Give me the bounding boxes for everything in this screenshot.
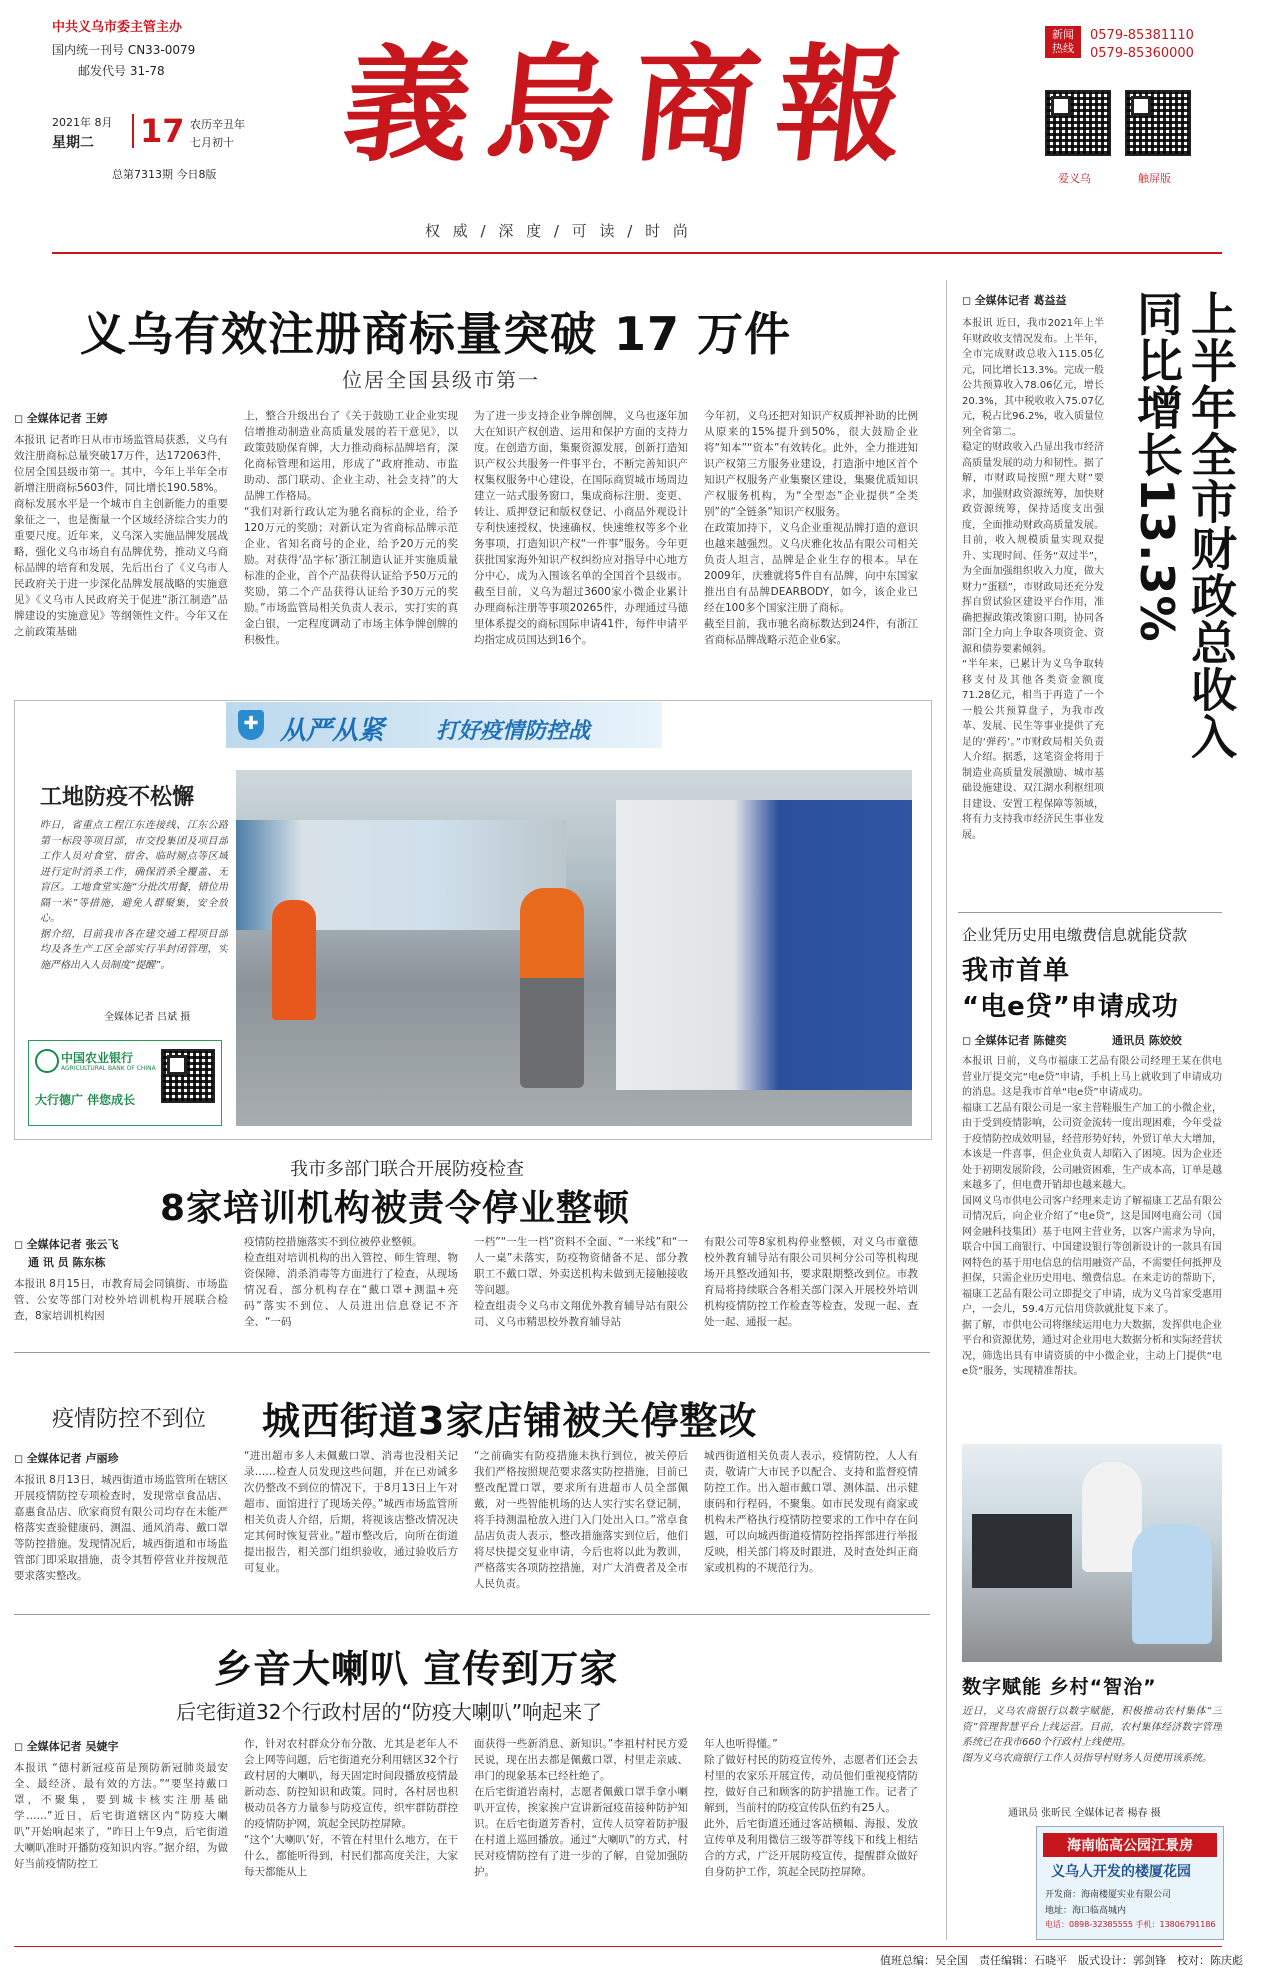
lead-byline: ◻ 全媒体记者 王婷 bbox=[14, 410, 107, 426]
estate-ad[interactable] bbox=[1036, 1826, 1224, 1940]
loan-byline-2: 通讯员 陈姣姣 bbox=[1112, 1034, 1182, 1047]
banner-title: 从严从紧 bbox=[280, 716, 385, 746]
slogan: 权 威 / 深 度 / 可 读 / 时 尚 bbox=[425, 222, 692, 240]
lead-col-2: 上，整合升级出台了《关于鼓励工业企业实现信增推动制造业高质量发展的若干意见》，以政策鼓励保育牌，大力推动商标品牌培育，深化商标管理和运用，形成了“政府推动、市监助动、部门联动、企业主动、社会支持”的大品牌工作格局。 “我们对新行政认定为驰名商标的企业，给予120万元的奖励；对新认定为省商标品牌示范企业、省知名商号的企业，给予20万元的奖励。对获得‘品字标’浙江制造认证并实施质量标准的企业，首个产品获得认证给予50万元的奖励，第二个产品获得认证给予30万元的奖励。”市场监管局相关负责人表示，实打实的真金白银，一定程度调动了市场主体争牌创牌的积极性。 bbox=[244, 410, 458, 646]
hotline-label: 新闻 热线 bbox=[1045, 26, 1081, 58]
photo-worker-1 bbox=[272, 900, 316, 1020]
lunar-day: 七月初十 bbox=[190, 136, 234, 149]
issn: 国内统一刊号 CN33-0079 bbox=[52, 43, 196, 57]
lead-subhead: 位居全国县级市第一 bbox=[342, 368, 540, 392]
loan-kicker: 企业凭历史用电缴费信息就能贷款 bbox=[962, 926, 1188, 944]
loan-headline-1: 我市首单 bbox=[962, 956, 1071, 986]
masthead-left bbox=[52, 16, 272, 79]
digital-credit: 通讯员 张昕民 全媒体记者 楊春 摄 bbox=[1008, 1808, 1161, 1819]
weekday: 星期二 bbox=[52, 135, 94, 151]
divider-right-1 bbox=[958, 912, 1222, 913]
shops-byline: ◻ 全媒体记者 卢丽珍 bbox=[14, 1450, 118, 1466]
construction-body: 昨日，省重点工程江东连接线、江东公路第一标段等项目部，市交投集团及项目部工作人员对食堂、宿舍、临时厕点等区域进行定时消杀工作，确保消杀全覆盖、无盲区。工地食堂实施“分批次用餐，错位用隔一米”等措施，避免人群聚集，安全放心。 据介绍，目前我市各在建交通工程项目部均及各生产工区全部实行半封闭管理，实施严格出入人员制度“提醒”。 bbox=[40, 820, 228, 971]
shops-kicker: 疫情防控不到位 bbox=[52, 1407, 207, 1432]
loan-headline-2: “电e贷”申请成功 bbox=[962, 992, 1179, 1022]
bank-qr-code[interactable] bbox=[161, 1049, 215, 1103]
phone-2: 0579-85360000 bbox=[1090, 46, 1194, 61]
footer-rule bbox=[14, 1946, 1222, 1947]
training-kicker: 我市多部门联合开展防疫检查 bbox=[290, 1159, 524, 1180]
qr-label-mobile: 触屏版 bbox=[1138, 172, 1171, 185]
training-col-2: 疫情防控措施落实不到位被停业整顿。 检查组对培训机构的出入管控、师生管理、物资保障、消杀消毒等方面进行了检查，从现场情况看，部分机构存在“戴口罩+测温+亮码”落实不到位、人员进出信息登记不齐全、“一码 bbox=[244, 1236, 458, 1328]
loudspeaker-headline: 乡音大喇叭 宣传到万家 bbox=[214, 1647, 619, 1691]
photo-worker-2 bbox=[520, 888, 584, 1088]
epidemic-banner bbox=[226, 702, 662, 748]
digital-headline: 数字赋能 乡村“智治” bbox=[962, 1676, 1157, 1698]
digital-body: 近日，义乌农商银行以数字赋能，积极推动农村集体“三资”管理智慧平台上线运营。目前，农村集体经济数字管理系统已在我市660个行政村上线使用。 图为义乌农商银行工作人员指导村财务人员使用该系统。 bbox=[962, 1706, 1222, 1764]
loudspeaker-col-3: 面获得一些新消息、新知识。”李祖村村民方爱民说，现在出去都是佩戴口罩，村里走亲戚、串门的现象基本已经杜绝了。 在后宅街道岩南村，志愿者佩戴口罩手拿小喇叭开宣传，挨家挨户宣讲新冠疫苗接种防护知识。在后宅街道芳香村，宣传人员穿着防护服在村道上巡回播放。通过“大喇叭”的方式，村民对疫情防控有了进一步的了解，自觉加强防护。 bbox=[474, 1738, 688, 1878]
training-byline-2: 通 讯 员 陈东栋 bbox=[28, 1256, 106, 1269]
training-headline: 8家培训机构被责令停业整顿 bbox=[160, 1188, 631, 1229]
loudspeaker-byline: ◻ 全媒体记者 吴婕宇 bbox=[14, 1738, 118, 1754]
divider-2 bbox=[14, 1614, 930, 1615]
finance-byline: ◻ 全媒体记者 葛益益 bbox=[962, 292, 1066, 308]
date-block bbox=[52, 114, 312, 154]
loan-body: 本报讯 日前，义乌市福康工艺品有限公司经理王某在供电营业厅提交完“电e贷”申请，手机上马上就收到了申请成功的消息。这是我市首单“电e贷”申请成功。 福康工艺品有限公司是一家主营鞋服生产加工的小微企业，由于受到疫情影响，公司资金流转一度出现困难，今年受益于疫情防控成效明显，经营形势好转，外贸订单大大增加，本该是一件喜事，但企业负责人却陷入了困境。因为企业还处于初期发展阶段，公司融资困难，生产成本高，订单是越来越多了，但电费开销却也越来越大。 国网义乌市供电公司客户经理来走访了解福康工艺品有限公司情况后，向企业介绍了“电e贷”，这是国网电商公司（国网金融科技集团）基于电网主营业务，以客户需求为导向，联合中国工商银行、中国建设银行等创新设计的一款具有国网特色的基于用电信息的信用融资产品，不需要任何抵押及担保，只需企业历史用电、缴费信息。在来走访的帮助下，福康工艺品有限公司立即提交了申请，成为义乌首家受惠用户，一会儿，59.4万元信用贷款就批复下来了。 据了解，市供电公司将继续运用电力大数据，发挥供电企业平台和资源优势，通过对企业用电大数据分析和实际经营状况，筛选出具有申请资质的中小微企业，主动上门提供“电e贷”服务，实现精准帮扶。 bbox=[962, 1056, 1222, 1377]
bank-name-en: AGRICULTURAL BANK OF CHINA bbox=[61, 1065, 156, 1072]
divider-1 bbox=[14, 1352, 930, 1353]
day-number: 17 bbox=[132, 114, 185, 148]
qr-code-mobile[interactable] bbox=[1125, 90, 1191, 156]
right-column-rule bbox=[946, 280, 947, 1940]
lunar-year: 农历辛丑年 bbox=[190, 118, 245, 131]
date-line: 2021年 8月 bbox=[52, 116, 113, 129]
lead-col-1: 本报讯 记者昨日从市市场监管局获悉，义乌有效注册商标总量突破17万件，达172063件，位居全国县级市第一。其中，今年上半年全市新增注册商标5603件，同比增长190.58%。 商标发展水平是一个城市自主创新能力的重要象征之一，也是衡量一个区域经济综合实力的重要尺度。近年来，义乌深入实施品牌发展战略，强化义乌市场自有品牌优势，推动义乌商标品牌的培育和发展，先后出台了《义乌市人民政府关于进一步深化品牌发展战略的实施意见》《义乌市人民政府关于促进“浙江制造”品牌建设的实施意见》等纲领性文件。今年又在之前政策基础 bbox=[14, 434, 228, 638]
training-byline-1: ◻ 全媒体记者 张云飞 bbox=[14, 1236, 118, 1252]
shops-col-2: “进出超市多人未佩戴口罩、消毒也没相关记录……检查人员发现这些问题，并在已劝诫多次仍整改不到位的情况下，于8月13日上午对超市、面馆进行了现场关停。”城西市场监管所相关负责人介绍，后期，将视该店整改情况决定其何时恢复营业。”超市整改后，向所在街道提出报告，相关部门组织验收，通过验收后方可复业。 bbox=[244, 1450, 458, 1574]
lead-col-3: 为了进一步支持企业争牌创牌，义乌也逐年加大在知识产权创造、运用和保护方面的支持力度。在创造方面，集聚资源发展，创新打造知识产权公共服务一件事平台，不断完善知识产权集权服务中心建设，在国际商贸城市场周边建立一站式服务窗口，集成商标注册、变更、转让、质押登记和版权登记、小商品外观设计专利快速授权、快速确权、快速维权等多个业务事项，打造知识产权“一件事”服务。今年更获批国家海外知识产权纠纷应对指导中心地方分中心，成为入围该名单的全国首个县级市。截至目前，义乌为超过3600家小微企业累计办理商标注册等事项20265件，办理通过马德里体系提交的商标国际申请41件，每件申请平均指定成员国达到16个。 bbox=[474, 410, 688, 646]
lead-col-4: 今年初，义乌还把对知识产权质押补助的比例从原来的15%提升到50%，很大鼓励企业将“知本”“资本”有效转化。此外，全力推进知识产权第三方服务业建设，打造浙中地区首个知识产权服务产业集聚区建设，集聚优质知识产权服务机构，为“全型态”企业提供“全类别”的“全链条”知识产权服务。 在政策加持下，义乌企业重视品牌打造的意识也越来越强烈。义乌庆雅化妆品有限公司相关负责人坦言，品牌是企业生存的根本。早在2009年，庆雅就将5件自有品牌，向中东国家推出自有品牌DEARBODY，如今，该企业已经在100多个国家注册了商标。 截至目前，我市驰名商标数达到24件，有浙江省商标品牌战略示范企业6家。 bbox=[704, 410, 918, 646]
shops-col-4: 城西街道相关负责人表示，疫情防控，人人有责，敬请广大市民予以配合、支持和监督疫情防控工作。出入超市戴口罩、测体温、出示健康码和行程码，不聚集。如市民发现有商家或机构未严格执行疫情防控要求的工作中存在问题，可以向城西街道疫情防控指挥部进行举报反映，相关部门将及时跟进，及时查处纠正商家或机构的不规范行为。 bbox=[704, 1450, 918, 1574]
shops-headline: 城西街道3家店铺被关停整改 bbox=[262, 1399, 758, 1443]
lead-headline: 义乌有效注册商标量突破 17 万件 bbox=[80, 307, 792, 361]
estate-developer: 开发商：海南楼厦实业有限公司 bbox=[1045, 1890, 1172, 1900]
photo-person-2 bbox=[1132, 1524, 1212, 1644]
shops-col-1: 本报讯 8月13日，城西街道市场监管所在辖区开展疫情防控专项检查时，发现常卓食品店、嘉惠食品店、欣家商贸有限公司均存在未能严格落实查验健康码、测温、通风消毒、戴口罩等防控措施。发现情况后，城西街道和市场监管部门即采取措施，责令其暂停营业并按规范要求落实整改。 bbox=[14, 1474, 228, 1582]
loudspeaker-subhead: 后宅街道32个行政村居的“防疫大喇叭”响起来了 bbox=[176, 1700, 603, 1724]
photo-building bbox=[616, 800, 912, 1090]
construction-photo bbox=[236, 770, 912, 1126]
qr-code-app[interactable] bbox=[1045, 90, 1111, 156]
estate-address: 地址：海口临高城内 bbox=[1045, 1906, 1127, 1916]
bank-logo-icon bbox=[35, 1049, 59, 1073]
finance-body: 本报讯 近日，我市2021年上半年财政收支情况发布。上半年，全市完成财政总收入115.05亿元，同比增长13.3%。完成一般公共预算收入78.06亿元，增长20.3%，其中税收收入75.07亿元，税占比96.2%，收入质量位列全省第二。 稳定的财政收入凸显出我市经济高质量发展的动力和韧性。据了解，市财政局按照“理大财”要求，加强财政资源统筹，加快财政资源统筹，保持适度支出强度，全面推动财政高质量发展。目前，收入规模质量实现双提升、实现时间、任务“双过半”，为全面加强组织收入力度，做大财力“蛋糕”，市财政局还充分发挥自贸试验区建设平台作用，准确把握政策改策窗口期，协同各部门全力向上争取各项资金、资源和债券要素倾斜。 “半年来，已累计为义乌争取转移支付及其他各类资金额度71.28亿元，相当于再造了一个一般公共预算盘子，为我市改革、发展、民生等事业提供了充足的‘弹药’。”市财政局相关负责人介绍。据悉，这笔资金将用于制造业高质量发展激励、城市基础设施建设、双江湖水利枢纽项目建设、安置工程保障等领域，将有力支持我市经济民生事业发展。 bbox=[962, 318, 1104, 841]
total-issue: 总第7313期 今日8版 bbox=[112, 168, 217, 181]
footer-credits: 值班总编：吴全国 责任编辑：石晓平 版式设计：郭剑锋 校对：陈庆彪 bbox=[880, 1954, 1243, 1967]
construction-credit: 全媒体记者 吕斌 摄 bbox=[104, 1012, 191, 1023]
supervisor: 中共义乌市委主管主办 bbox=[52, 20, 183, 35]
finance-headline: 上半年全市财政总收入同比增长13.3% bbox=[1130, 290, 1238, 760]
digital-photo bbox=[962, 1444, 1222, 1662]
training-col-4: 有限公司等8家机构停业整顿，对义乌市童德校外教育辅导站有限公司贝柯分公司等机构现场开具整改通知书，要求限期整改到位。市教育局将持续联合各相关部门深入开展校外培训机构疫情防控工作检查等检查，发现一起、查处一起、通报一起。 bbox=[704, 1236, 918, 1328]
masthead-rule bbox=[52, 252, 1222, 254]
newspaper-logo: 義烏商報 bbox=[337, 31, 929, 179]
shield-icon: ✚ bbox=[238, 710, 264, 740]
qr-label-app: 爱义乌 bbox=[1058, 172, 1091, 185]
postal-code: 邮发代号 31-78 bbox=[78, 64, 165, 78]
phone-1: 0579-85381110 bbox=[1090, 28, 1194, 43]
estate-title: 海南临高公园江景房 bbox=[1043, 1833, 1217, 1857]
shops-col-3: “之前确实有防疫措施未执行到位，被关停后我们严格按照规范要求落实防控措施，目前已整改配置口罩，要求所有进超市人员全部佩戴，对一些智能机场的达人实行实名登记制，将手持测温枪放入进门入门处出入口。”常卓食品店负责人表示，整改措施落实到位后，他们将尽快提交复业申请，今后也将以此为教训，严格落实各项防控措施，对广大消费者及全市人民负责。 bbox=[474, 1450, 688, 1590]
loudspeaker-col-4: 年人也听得懂。” 除了做好村民的防疫宣传外，志愿者们还会去村里的农家乐开展宣传，动员他们重视疫情防控，做好自己和顾客的防护措施工作。记者了解到，当前村的防疫宣传队伍约有25人。 此外，后宅街道还通过客站横幅、海报、发放宣传单及利用微信三级等群等线下和线上相结合的方式，广泛开展防疫宣传，提醒群众做好自身防护工作，筑起全民防控屏障。 bbox=[704, 1738, 918, 1878]
bank-ad[interactable] bbox=[28, 1040, 222, 1126]
banner-subtitle: 打好疫情防控战 bbox=[436, 719, 591, 744]
photo-monitor bbox=[972, 1514, 1072, 1588]
training-col-1: 本报讯 8月15日，市教育局会同镇街、市场监管、公安等部门对校外培训机构开展联合检查，8家培训机构因 bbox=[14, 1278, 228, 1322]
loudspeaker-col-2: 作，针对农村群众分布分散、尤其是老年人不会上网等问题，后宅街道充分利用辖区32个行政村居的大喇叭，每天固定时间段播放疫情最新动态、防控知识和政策。同时，各村居也积极动员各方力量参与防疫宣传，织牢群防群控的疫情防护网，筑起全民防控屏障。 “这个‘大喇叭’好，不管在村里什么地方，在干什么，都能听得到，村民们都高度关注，大家每天都能从上 bbox=[244, 1738, 458, 1878]
estate-sub: 义乌人开发的楼厦花园 bbox=[1051, 1864, 1191, 1880]
training-col-3: 一档”“一生一档”资料不全面、“一米线”和“一人一桌”未落实，防疫物资储备不足、部分教职工不戴口罩、外卖送机构未做到无接触接收等问题。 检查组责令义乌市文翔优外教育辅导站有限公司、义乌市精思校外教育辅导站 bbox=[474, 1236, 688, 1328]
estate-hotline: 电话：0898-32385555 手机：13806791186 bbox=[1045, 1920, 1216, 1929]
loan-byline-1: ◻ 全媒体记者 陈健奕 bbox=[962, 1032, 1066, 1048]
construction-heading: 工地防疫不松懈 bbox=[40, 785, 195, 810]
bank-name: 中国农业银行 bbox=[61, 1051, 134, 1065]
bank-slogan: 大行德广 伴您成长 bbox=[35, 1093, 136, 1107]
loudspeaker-col-1: 本报讯 “德村新冠疫苗是预防新冠肺炎最安全、最经济、最有效的方法。”“要坚持戴口罩，不聚集，要到城卡核实注册基础学……”近日，后宅街道辖区内“防疫大喇叭”开始响起来了，“昨日上午9点，后宅街道大喇叭准时开播防疫知识内容。”据介绍，为做好当前疫情防控工 bbox=[14, 1762, 228, 1870]
